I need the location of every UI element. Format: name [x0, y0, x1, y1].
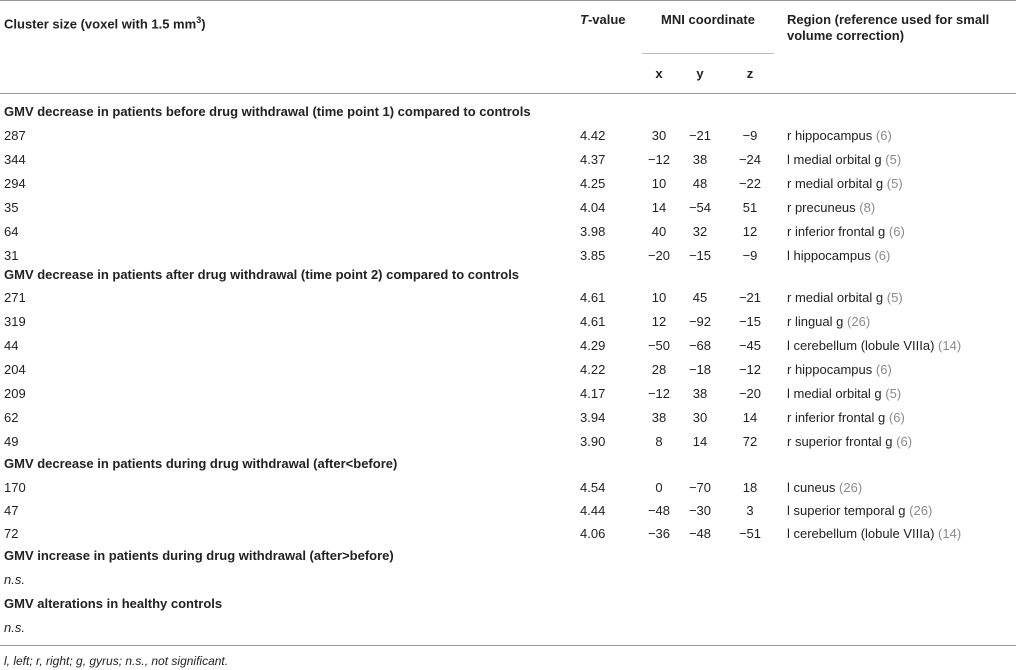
- reference-link[interactable]: 5: [889, 386, 897, 401]
- y-cell: −30: [688, 503, 712, 518]
- t-value-cell: 4.54: [580, 480, 606, 495]
- table-footnote: l, left; r, right; g, gyrus; n.s., not significant.: [4, 654, 229, 668]
- header-bottom-rule: [0, 93, 1016, 94]
- x-cell: 38: [651, 410, 667, 425]
- x-cell: −12: [647, 386, 671, 401]
- t-value-cell: 4.42: [580, 128, 606, 143]
- header-y: y: [696, 66, 704, 81]
- header-z: z: [746, 66, 754, 81]
- z-cell: −15: [738, 314, 762, 329]
- x-cell: 28: [651, 362, 667, 377]
- not-significant-note: n.s.: [4, 572, 25, 587]
- x-cell: −36: [647, 526, 671, 541]
- y-cell: 48: [692, 176, 708, 191]
- t-value-cell: 4.37: [580, 152, 606, 167]
- y-cell: −70: [688, 480, 712, 495]
- region-cell: r hippocampus (6): [787, 128, 892, 143]
- x-cell: 8: [655, 434, 663, 449]
- section-title: GMV decrease in patients after drug withdrawal (time point 2) compared to controls: [4, 267, 520, 282]
- region-cell: l cerebellum (lobule VIIIa) (14): [787, 526, 962, 541]
- t-value-cell: 3.94: [580, 410, 606, 425]
- y-cell: −18: [688, 362, 712, 377]
- t-value-cell: 3.85: [580, 248, 606, 263]
- header-region: Region (reference used for small volume correction): [787, 12, 990, 43]
- x-cell: 0: [655, 480, 663, 495]
- section-title: GMV increase in patients during drug withdrawal (after>before): [4, 548, 394, 563]
- t-value-cell: 4.22: [580, 362, 606, 377]
- region-cell: r lingual g (26): [787, 314, 871, 329]
- cluster-size-cell: 287: [4, 128, 26, 143]
- x-cell: −48: [647, 503, 671, 518]
- reference-link[interactable]: 26: [843, 480, 858, 495]
- t-value-cell: 4.17: [580, 386, 606, 401]
- z-cell: −9: [742, 128, 758, 143]
- t-value-cell: 4.25: [580, 176, 606, 191]
- y-cell: 14: [692, 434, 708, 449]
- region-cell: l cuneus (26): [787, 480, 863, 495]
- y-cell: −15: [688, 248, 712, 263]
- region-cell: l cerebellum (lobule VIIIa) (14): [787, 338, 962, 353]
- reference-link[interactable]: 14: [942, 338, 957, 353]
- z-cell: −45: [738, 338, 762, 353]
- cluster-size-cell: 294: [4, 176, 26, 191]
- cluster-size-cell: 344: [4, 152, 26, 167]
- y-cell: −54: [688, 200, 712, 215]
- x-cell: 40: [651, 224, 667, 239]
- z-cell: −9: [742, 248, 758, 263]
- t-value-cell: 3.90: [580, 434, 606, 449]
- z-cell: 14: [742, 410, 758, 425]
- reference-link[interactable]: 6: [880, 128, 888, 143]
- cluster-size-cell: 62: [4, 410, 19, 425]
- z-cell: −51: [738, 526, 762, 541]
- region-cell: r medial orbital g (5): [787, 290, 903, 305]
- section-title: GMV decrease in patients during drug withdrawal (after<before): [4, 456, 398, 471]
- cluster-size-cell: 204: [4, 362, 26, 377]
- cluster-size-cell: 72: [4, 526, 19, 541]
- y-cell: 30: [692, 410, 708, 425]
- cluster-size-cell: 271: [4, 290, 26, 305]
- reference-link[interactable]: 5: [891, 176, 899, 191]
- y-cell: 38: [692, 152, 708, 167]
- region-cell: r superior frontal g (6): [787, 434, 913, 449]
- x-cell: 10: [651, 176, 667, 191]
- cluster-size-cell: 44: [4, 338, 19, 353]
- header-mni-coordinate: MNI coordinate: [661, 12, 755, 27]
- y-cell: −68: [688, 338, 712, 353]
- header-x: x: [655, 66, 663, 81]
- region-cell: l medial orbital g (5): [787, 152, 902, 167]
- reference-link[interactable]: 14: [942, 526, 957, 541]
- x-cell: 14: [651, 200, 667, 215]
- region-cell: l medial orbital g (5): [787, 386, 902, 401]
- t-value-cell: 4.61: [580, 290, 606, 305]
- reference-link[interactable]: 6: [878, 248, 887, 263]
- cluster-size-cell: 35: [4, 200, 19, 215]
- header-t-value: T-value: [580, 12, 626, 27]
- cluster-size-cell: 47: [4, 503, 19, 518]
- y-cell: −92: [688, 314, 712, 329]
- y-cell: 45: [692, 290, 708, 305]
- reference-link[interactable]: 6: [900, 434, 908, 449]
- reference-link[interactable]: 26: [913, 503, 928, 518]
- x-cell: 10: [651, 290, 667, 305]
- y-cell: −21: [688, 128, 712, 143]
- t-value-cell: 4.44: [580, 503, 606, 518]
- y-cell: 38: [692, 386, 708, 401]
- z-cell: −22: [738, 176, 762, 191]
- z-cell: −24: [738, 152, 762, 167]
- z-cell: −20: [738, 386, 762, 401]
- t-value-cell: 4.04: [580, 200, 606, 215]
- region-cell: r inferior frontal g (6): [787, 410, 905, 425]
- section-title: GMV decrease in patients before drug withdrawal (time point 1) compared to controls: [4, 104, 531, 119]
- section-title: GMV alterations in healthy controls: [4, 596, 223, 611]
- reference-link[interactable]: 26: [851, 314, 866, 329]
- t-value-cell: 3.98: [580, 224, 606, 239]
- x-cell: 30: [651, 128, 667, 143]
- not-significant-note: n.s.: [4, 620, 25, 635]
- cluster-size-cell: 209: [4, 386, 26, 401]
- z-cell: 12: [742, 224, 758, 239]
- table-bottom-rule: [0, 645, 1016, 646]
- reference-link[interactable]: 6: [893, 224, 901, 239]
- region-cell: r inferior frontal g (6): [787, 224, 905, 239]
- reference-link[interactable]: 5: [889, 152, 897, 167]
- z-cell: −12: [738, 362, 762, 377]
- region-cell: r hippocampus (6): [787, 362, 892, 377]
- x-cell: 12: [651, 314, 667, 329]
- reference-link[interactable]: 6: [880, 362, 888, 377]
- cluster-size-cell: 64: [4, 224, 19, 239]
- region-cell: r precuneus (8): [787, 200, 876, 215]
- z-cell: −21: [738, 290, 762, 305]
- y-cell: 32: [692, 224, 708, 239]
- mni-subheader-rule: [642, 53, 774, 54]
- region-cell: l superior temporal g (26): [787, 503, 933, 518]
- t-value-cell: 4.06: [580, 526, 606, 541]
- z-cell: 3: [746, 503, 754, 518]
- x-cell: −20: [647, 248, 671, 263]
- reference-link[interactable]: 8: [863, 200, 871, 215]
- z-cell: 51: [742, 200, 758, 215]
- cluster-size-cell: 170: [4, 480, 26, 495]
- table-top-rule: [0, 0, 1016, 1]
- region-cell: r medial orbital g (5): [787, 176, 903, 191]
- cluster-size-cell: 49: [4, 434, 19, 449]
- header-cluster-size: Cluster size (voxel with 1.5 $mm^3$): [4, 15, 206, 32]
- cluster-size-cell: 319: [4, 314, 26, 329]
- cluster-size-cell: 31: [4, 248, 19, 263]
- z-cell: 72: [742, 434, 758, 449]
- z-cell: 18: [742, 480, 758, 495]
- x-cell: −50: [647, 338, 671, 353]
- t-value-cell: 4.61: [580, 314, 606, 329]
- t-value-cell: 4.29: [580, 338, 606, 353]
- x-cell: −12: [647, 152, 671, 167]
- reference-link[interactable]: 5: [891, 290, 899, 305]
- reference-link[interactable]: 6: [893, 410, 901, 425]
- y-cell: −48: [688, 526, 712, 541]
- region-cell: l hippocampus (6): [787, 248, 891, 263]
